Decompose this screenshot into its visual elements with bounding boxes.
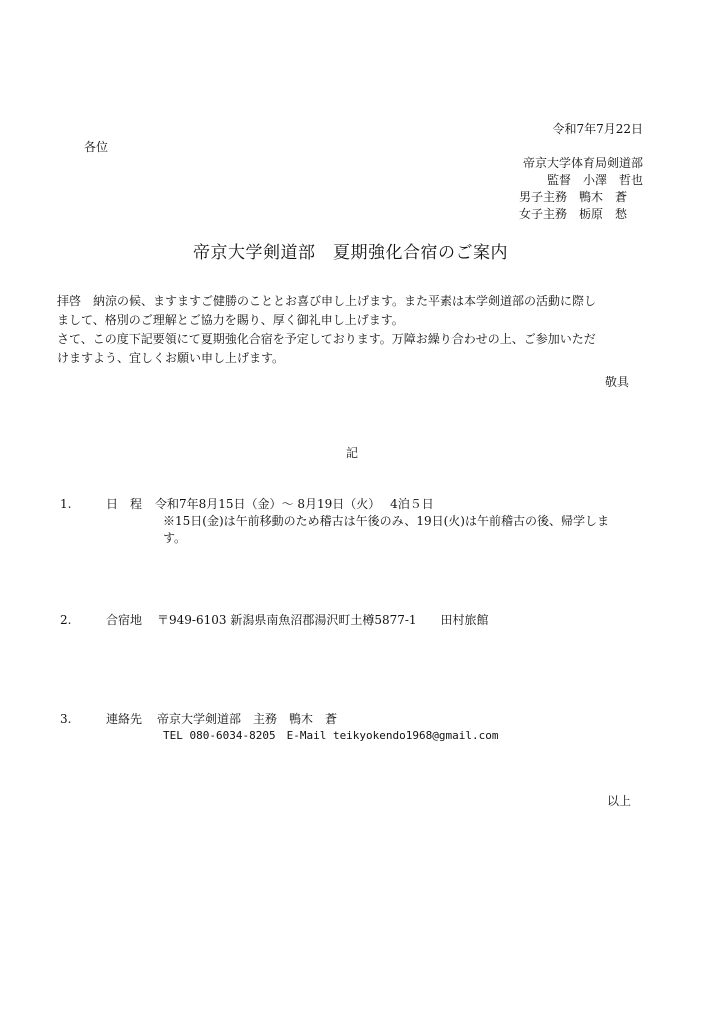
sender-name: 小澤 哲也 bbox=[582, 173, 643, 187]
document-title: 帝京大学剣道部 夏期強化合宿のご案内 bbox=[193, 243, 508, 263]
item-value-contact: 帝京大学剣道部 主務 鴨木 蒼 bbox=[157, 712, 338, 726]
body-line: まして、格別のご理解とご協力を賜り、厚く御礼申し上げます。 bbox=[57, 313, 404, 327]
schedule-note: ※15日(金)は午前移動のため稽古は午後のみ、19日(火)は午前稽古の後、帰学しま bbox=[163, 514, 609, 528]
item-number: 1. bbox=[60, 497, 72, 511]
item-number: 3. bbox=[60, 712, 72, 726]
sender-coach bbox=[547, 171, 643, 189]
item-label-venue: 合宿地 bbox=[106, 613, 143, 627]
item-label-schedule: 日 程 bbox=[106, 497, 143, 511]
ki-heading: 記 bbox=[346, 446, 359, 460]
sender-male-manager bbox=[519, 188, 627, 206]
sender-name: 栃原 愁 bbox=[579, 207, 628, 221]
body-line: 拝啓 納涼の候、ますますご健勝のこととお喜び申し上げます。また平素は本学剣道部の活動に際し bbox=[57, 294, 597, 308]
closing-keigu: 敬具 bbox=[605, 375, 630, 389]
contact-details: TEL 080-6034-8205 E-Mail teikyokendo1968@gmail.com bbox=[163, 729, 499, 742]
sender-organization: 帝京大学体育局剣道部 bbox=[522, 156, 643, 170]
end-mark-ijo: 以上 bbox=[607, 794, 632, 808]
sender-role: 男子主務 bbox=[519, 190, 568, 204]
item-value-schedule: 令和7年8月15日（金）～ 8月19日（火） 4泊５日 bbox=[155, 497, 434, 511]
item-number: 2. bbox=[60, 613, 72, 627]
body-line: けますよう、宜しくお願い申し上げます。 bbox=[57, 351, 285, 365]
item-value-venue: 〒949-6103 新潟県南魚沼郡湯沢町土樽5877-1 田村旅館 bbox=[157, 613, 489, 627]
addressee: 各位 bbox=[84, 140, 109, 154]
sender-name: 鴨木 蒼 bbox=[579, 190, 628, 204]
sender-role: 監督 bbox=[546, 173, 571, 187]
sender-female-manager bbox=[519, 205, 627, 223]
item-label-contact: 連絡先 bbox=[106, 712, 143, 726]
schedule-note: す。 bbox=[163, 531, 187, 545]
sender-role: 女子主務 bbox=[519, 207, 568, 221]
document-date: 令和7年7月22日 bbox=[552, 122, 643, 136]
body-line: さて、この度下記要領にて夏期強化合宿を予定しております。万障お繰り合わせの上、ご参加いただ bbox=[57, 332, 596, 346]
